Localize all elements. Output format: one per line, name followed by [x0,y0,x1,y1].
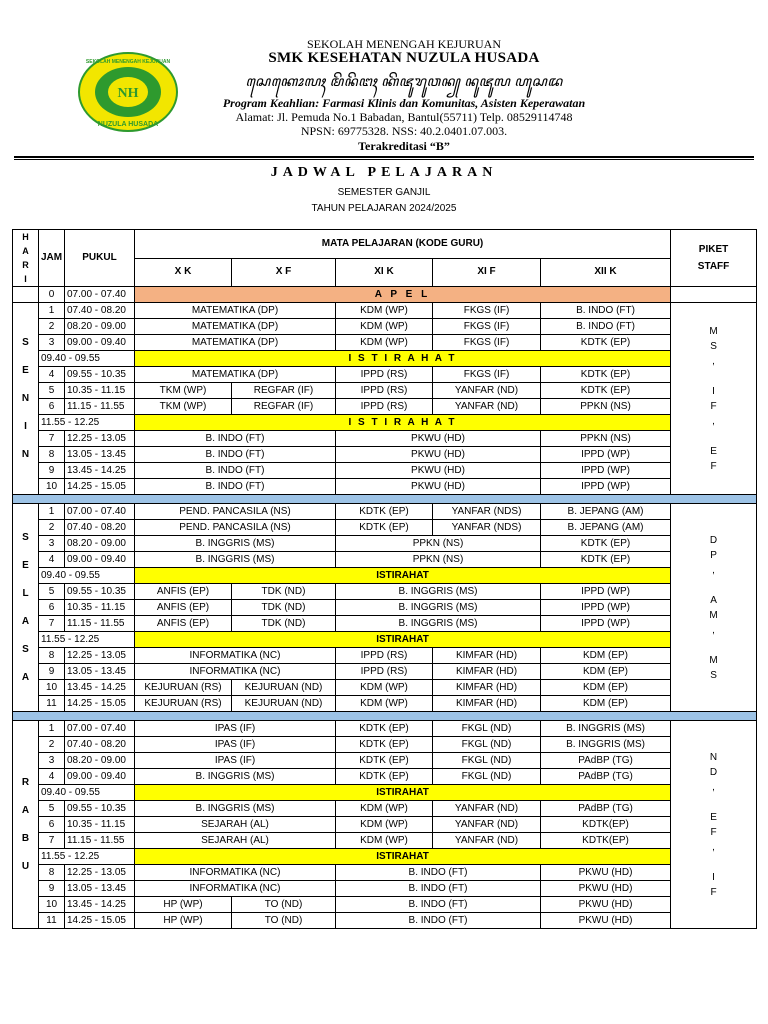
study-programs: Program Keahlian: Farmasi Klinis dan Komunitas, Asisten Keperawatan [222,96,586,110]
jam-cell: 1 [39,721,65,737]
break-row [13,785,757,801]
subject-cell: KDTK (EP) [336,753,433,769]
schedule-row [13,367,757,383]
subject-cell: B. JEPANG (AM) [541,504,671,520]
subject-cell: KDTK (EP) [336,504,433,520]
schedule-row [13,447,757,463]
jam-cell: 2 [39,319,65,335]
school-registration: NPSN: 69775328. NSS: 40.2.0401.07.003. [300,124,508,138]
subject-cell: B. INGGRIS (MS) [336,584,541,600]
pukul-cell: 10.35 - 11.15 [65,817,135,833]
subject-cell: ANFIS (EP) [135,616,232,632]
schedule-row [13,696,757,712]
subject-cell: MATEMATIKA (DP) [135,367,336,383]
pukul-cell: 07.00 - 07.40 [65,287,135,303]
subject-cell: IPPD (WP) [541,584,671,600]
schedule-row [13,664,757,680]
subject-cell: IPPD (RS) [336,383,433,399]
pukul-cell: 10.35 - 11.15 [65,383,135,399]
subject-cell: KDTK(EP) [541,833,671,849]
subject-cell: KDTK (EP) [541,552,671,568]
break-row [13,351,757,367]
pukul-cell: 13.45 - 14.25 [65,680,135,696]
subject-cell: YANFAR (ND) [433,817,541,833]
jam-cell: 6 [39,817,65,833]
subject-cell: B. INDO (FT) [135,431,336,447]
subject-cell: KDM (EP) [541,696,671,712]
subject-cell: FKGS (IF) [433,303,541,319]
schedule-row [13,833,757,849]
subject-cell: IPAS (IF) [135,753,336,769]
subject-cell: B. INGGRIS (MS) [135,769,336,785]
subject-cell: PKWU (HD) [336,463,541,479]
break-time-cell: 11.55 - 12.25 [39,415,135,431]
break-label-cell: I S T I R A H A T [135,351,671,367]
break-label-cell: I S T I R A H A T [135,415,671,431]
subject-cell: B. INDO (FT) [541,303,671,319]
pukul-cell: 08.20 - 09.00 [65,536,135,552]
jam-cell: 1 [39,303,65,319]
subject-cell: KDTK (EP) [336,721,433,737]
subject-cell: KDM (WP) [336,696,433,712]
jam-cell: 7 [39,833,65,849]
logo-top-text: SEKOLAH MENENGAH KEJURUAN [85,59,171,65]
pukul-cell: 12.25 - 13.05 [65,865,135,881]
subject-cell: PKWU (HD) [541,881,671,897]
subject-cell: B. INGGRIS (MS) [135,552,336,568]
subject-cell: B. INDO (FT) [336,865,541,881]
subject-cell: KDTK (EP) [541,536,671,552]
subject-cell: PAdBP (TG) [541,801,671,817]
schedule-row [13,303,757,319]
pukul-cell: 12.25 - 13.05 [65,431,135,447]
schedule-row [13,817,757,833]
subject-cell: PKWU (HD) [336,479,541,495]
jam-cell: 10 [39,897,65,913]
break-label-cell: ISTIRAHAT [135,849,671,865]
pukul-cell: 13.05 - 13.45 [65,664,135,680]
subject-cell: B. INDO (FT) [336,897,541,913]
subject-cell: FKGL (ND) [433,721,541,737]
schedule-row [13,753,757,769]
schedule-row [13,399,757,415]
subject-cell: KEJURUAN (ND) [232,696,336,712]
schedule-row [13,801,757,817]
pukul-cell: 09.00 - 09.40 [65,552,135,568]
subject-cell: KDM (WP) [336,335,433,351]
schedule-row [13,479,757,495]
subject-cell: KIMFAR (HD) [433,680,541,696]
subject-cell: FKGL (ND) [433,753,541,769]
separator-cell [13,712,757,721]
schedule-row [13,552,757,568]
jam-cell: 1 [39,504,65,520]
schedule-row [13,680,757,696]
subject-cell: KEJURUAN (ND) [232,680,336,696]
subject-cell: FKGL (ND) [433,769,541,785]
jam-cell: 11 [39,913,65,929]
subject-cell: SEJARAH (AL) [135,817,336,833]
piket-staff-cell: N D , E F , I F [671,721,757,929]
schedule-title: JADWAL PELAJARAN [270,165,498,180]
subject-cell: IPPD (RS) [336,648,433,664]
academic-year: TAHUN PELAJARAN 2024/2025 [311,203,457,214]
jam-cell: 11 [39,696,65,712]
subject-cell: KIMFAR (HD) [433,664,541,680]
break-label-cell: ISTIRAHAT [135,785,671,801]
subject-cell: ANFIS (EP) [135,600,232,616]
class-header-3: XI F [433,258,541,287]
jam-cell: 4 [39,552,65,568]
subject-cell: IPAS (IF) [135,721,336,737]
subject-cell: ANFIS (EP) [135,584,232,600]
subject-cell: B. JEPANG (AM) [541,520,671,536]
jam-cell: 5 [39,383,65,399]
jam-cell: 9 [39,664,65,680]
apel-cell: A P E L [135,287,671,303]
subject-cell: INFORMATIKA (NC) [135,664,336,680]
header-divider [14,156,754,158]
subject-cell: KDM (WP) [336,833,433,849]
break-row [13,632,757,648]
schedule-row [13,881,757,897]
class-header-0: X K [135,258,232,287]
subject-cell: YANFAR (ND) [433,399,541,415]
subject-cell: IPPD (RS) [336,399,433,415]
schedule-row [13,769,757,785]
pukul-cell: 09.55 - 10.35 [65,367,135,383]
subject-cell: SEJARAH (AL) [135,833,336,849]
subject-cell: B. INDO (FT) [135,479,336,495]
subject-cell: KDTK (EP) [541,367,671,383]
subject-cell: KDM (WP) [336,680,433,696]
subject-cell: KDM (EP) [541,664,671,680]
schedule-row [13,616,757,632]
pukul-cell: 07.00 - 07.40 [65,721,135,737]
subject-cell: B. INDO (FT) [541,319,671,335]
jam-cell: 2 [39,737,65,753]
jam-cell: 7 [39,431,65,447]
logo-bottom-text: NUZULA HUSADA [97,121,159,128]
schedule-row [13,648,757,664]
subject-cell: HP (WP) [135,913,232,929]
jam-cell: 3 [39,335,65,351]
jam-cell: 6 [39,399,65,415]
subject-cell: KDM (WP) [336,801,433,817]
break-label-cell: ISTIRAHAT [135,568,671,584]
jam-cell: 10 [39,479,65,495]
hari-header: H A R I [13,230,39,287]
subject-cell: KDTK (EP) [336,737,433,753]
jam-cell: 7 [39,616,65,632]
jam-cell: 5 [39,584,65,600]
subject-cell: INFORMATIKA (NC) [135,648,336,664]
schedule-row [13,520,757,536]
break-time-cell: 09.40 - 09.55 [39,351,135,367]
break-row [13,415,757,431]
pukul-cell: 07.40 - 08.20 [65,737,135,753]
document-header [0,0,768,160]
subject-cell: TDK (ND) [232,600,336,616]
subject-cell: IPPD (WP) [541,600,671,616]
subject-cell: IPPD (WP) [541,447,671,463]
pukul-cell: 09.55 - 10.35 [65,801,135,817]
pukul-cell: 09.00 - 09.40 [65,335,135,351]
jam-cell: 10 [39,680,65,696]
subject-cell: B. INGGRIS (MS) [336,616,541,632]
pukul-cell: 08.20 - 09.00 [65,753,135,769]
subject-cell: FKGL (ND) [433,737,541,753]
subject-cell: KDM (EP) [541,648,671,664]
subject-cell: PAdBP (TG) [541,753,671,769]
pukul-cell: 14.25 - 15.05 [65,479,135,495]
jam-cell: 2 [39,520,65,536]
subject-cell: B. INGGRIS (MS) [135,801,336,817]
semester-label: SEMESTER GANJIL [337,187,431,198]
pukul-cell: 11.15 - 11.55 [65,833,135,849]
subject-cell: KDTK (EP) [541,335,671,351]
subject-cell: MATEMATIKA (DP) [135,335,336,351]
subject-cell: PPKN (NS) [336,536,541,552]
pukul-cell: 10.35 - 11.15 [65,600,135,616]
jam-cell: 3 [39,753,65,769]
school-address: Alamat: Jl. Pemuda No.1 Babadan, Bantul(55711) Telp. 08529114748 [235,110,573,124]
subject-cell: YANFAR (NDS) [433,520,541,536]
schedule-row [13,865,757,881]
subject-cell: YANFAR (NDS) [433,504,541,520]
subject-cell: MATEMATIKA (DP) [135,303,336,319]
pukul-cell: 13.05 - 13.45 [65,881,135,897]
pukul-cell: 14.25 - 15.05 [65,913,135,929]
subject-cell: HP (WP) [135,897,232,913]
subject-cell: TKM (WP) [135,383,232,399]
subject-cell: PAdBP (TG) [541,769,671,785]
subject-cell: PEND. PANCASILA (NS) [135,504,336,520]
jam-cell: 4 [39,769,65,785]
subject-cell: KDM (WP) [336,303,433,319]
pukul-cell: 11.15 - 11.55 [65,399,135,415]
subject-cell: INFORMATIKA (NC) [135,865,336,881]
subject-cell: YANFAR (ND) [433,833,541,849]
break-row [13,568,757,584]
schedule-row [13,504,757,520]
subject-cell: TO (ND) [232,913,336,929]
jam-cell: 0 [39,287,65,303]
schedule-table [12,229,757,929]
apel-day-cell [13,287,39,303]
subject-cell: KDTK (EP) [336,520,433,536]
subject-cell: IPPD (RS) [336,664,433,680]
subject-cell: TDK (ND) [232,616,336,632]
pukul-cell: 07.40 - 08.20 [65,520,135,536]
subject-cell: B. INDO (FT) [336,913,541,929]
subject-cell: PKWU (HD) [336,447,541,463]
logo-mark: NH [117,86,139,101]
pukul-cell: 09.00 - 09.40 [65,769,135,785]
pukul-cell: 13.45 - 14.25 [65,897,135,913]
subject-cell: PEND. PANCASILA (NS) [135,520,336,536]
schedule-row [13,913,757,929]
schedule-row [13,584,757,600]
pukul-cell: 09.55 - 10.35 [65,584,135,600]
pukul-cell: 08.20 - 09.00 [65,319,135,335]
subject-cell: IPPD (WP) [541,479,671,495]
jam-cell: 3 [39,536,65,552]
subject-cell: REGFAR (IF) [232,399,336,415]
separator-cell [13,495,757,504]
day-separator [13,495,757,504]
jam-cell: 8 [39,865,65,881]
class-header-4: XII K [541,258,671,287]
jam-cell: 9 [39,463,65,479]
jam-cell: 4 [39,367,65,383]
subject-cell: PKWU (HD) [541,897,671,913]
break-time-cell: 09.40 - 09.55 [39,568,135,584]
subject-cell: PKWU (HD) [336,431,541,447]
subject-cell: TO (ND) [232,897,336,913]
subject-cell: TDK (ND) [232,584,336,600]
jam-cell: 8 [39,447,65,463]
subject-cell: KDTK (EP) [336,769,433,785]
subject-cell: KDTK(EP) [541,817,671,833]
pukul-cell: 13.05 - 13.45 [65,447,135,463]
schedule-row [13,737,757,753]
subject-cell: B. INGGRIS (MS) [541,721,671,737]
piket-header: PIKET STAFF [671,230,757,287]
break-time-cell: 11.55 - 12.25 [39,849,135,865]
pukul-cell: 12.25 - 13.05 [65,648,135,664]
break-time-cell: 11.55 - 12.25 [39,632,135,648]
jam-cell: 6 [39,600,65,616]
subject-cell: IPPD (RS) [336,367,433,383]
subject-cell: KEJURUAN (RS) [135,680,232,696]
subject-cell: YANFAR (ND) [433,383,541,399]
piket-staff-cell: M S , I F , E F [671,303,757,495]
subject-cell: KIMFAR (HD) [433,696,541,712]
subject-cell: YANFAR (ND) [433,801,541,817]
school-name-javanese: ꦱꦺꦏꦺꦴꦭꦃ ꦩꦼꦤꦼꦔꦃ ꦏꦼꦗꦸꦫꦸꦮꦤ꧀ ꦤꦸꦗꦸꦭ ꦲꦸꦱꦢ [245,75,563,90]
piket-staff-cell: D P , A M , M S [671,504,757,712]
pukul-header: PUKUL [65,230,135,287]
subject-cell: KIMFAR (HD) [433,648,541,664]
subject-cell: FKGS (IF) [433,335,541,351]
subject-cell: B. INGGRIS (MS) [541,737,671,753]
schedule-row [13,383,757,399]
break-time-cell: 09.40 - 09.55 [39,785,135,801]
apel-piket-cell [671,287,757,303]
jam-cell: 5 [39,801,65,817]
day-name-cell: S E N I N [13,303,39,495]
school-name: SMK KESEHATAN NUZULA HUSADA [268,50,540,66]
class-header-2: XI K [336,258,433,287]
mapel-header: MATA PELAJARAN (KODE GURU) [135,230,671,259]
subject-cell: B. INDO (FT) [135,463,336,479]
pukul-cell: 07.40 - 08.20 [65,303,135,319]
subject-cell: PPKN (NS) [541,399,671,415]
subject-cell: B. INGGRIS (MS) [336,600,541,616]
jam-cell: 9 [39,881,65,897]
subject-cell: KDM (WP) [336,319,433,335]
subject-cell: IPPD (WP) [541,616,671,632]
subject-cell: INFORMATIKA (NC) [135,881,336,897]
subject-cell: B. INDO (FT) [135,447,336,463]
subject-cell: B. INGGRIS (MS) [135,536,336,552]
schedule-row [13,463,757,479]
schedule-row [13,600,757,616]
accreditation: Terakreditasi “B” [358,139,450,153]
jam-header: JAM [39,230,65,287]
schedule-row [13,431,757,447]
subject-cell: KDM (EP) [541,680,671,696]
day-name-cell: S E L A S A [13,504,39,712]
subject-cell: IPPD (WP) [541,463,671,479]
apel-row [13,287,757,303]
subject-cell: MATEMATIKA (DP) [135,319,336,335]
day-name-cell: R A B U [13,721,39,929]
break-row [13,849,757,865]
header-divider-thin [14,159,754,160]
pukul-cell: 07.00 - 07.40 [65,504,135,520]
subject-cell: PPKN (NS) [336,552,541,568]
subject-cell: KDTK (EP) [541,383,671,399]
schedule-row [13,335,757,351]
subject-cell: PPKN (NS) [541,431,671,447]
subject-cell: PKWU (HD) [541,913,671,929]
schedule-row [13,721,757,737]
subject-cell: KDM (WP) [336,817,433,833]
schedule-row [13,897,757,913]
jam-cell: 8 [39,648,65,664]
subject-cell: IPAS (IF) [135,737,336,753]
pukul-cell: 11.15 - 11.55 [65,616,135,632]
subject-cell: TKM (WP) [135,399,232,415]
pukul-cell: 14.25 - 15.05 [65,696,135,712]
class-header-1: X F [232,258,336,287]
subject-cell: PKWU (HD) [541,865,671,881]
subject-cell: B. INDO (FT) [336,881,541,897]
pukul-cell: 13.45 - 14.25 [65,463,135,479]
break-label-cell: ISTIRAHAT [135,632,671,648]
schedule-row [13,536,757,552]
subject-cell: FKGS (IF) [433,319,541,335]
day-separator [13,712,757,721]
subject-cell: KEJURUAN (RS) [135,696,232,712]
school-level: SEKOLAH MENENGAH KEJURUAN [307,37,501,51]
subject-cell: REGFAR (IF) [232,383,336,399]
subject-cell: FKGS (IF) [433,367,541,383]
school-logo [78,52,178,132]
schedule-row [13,319,757,335]
